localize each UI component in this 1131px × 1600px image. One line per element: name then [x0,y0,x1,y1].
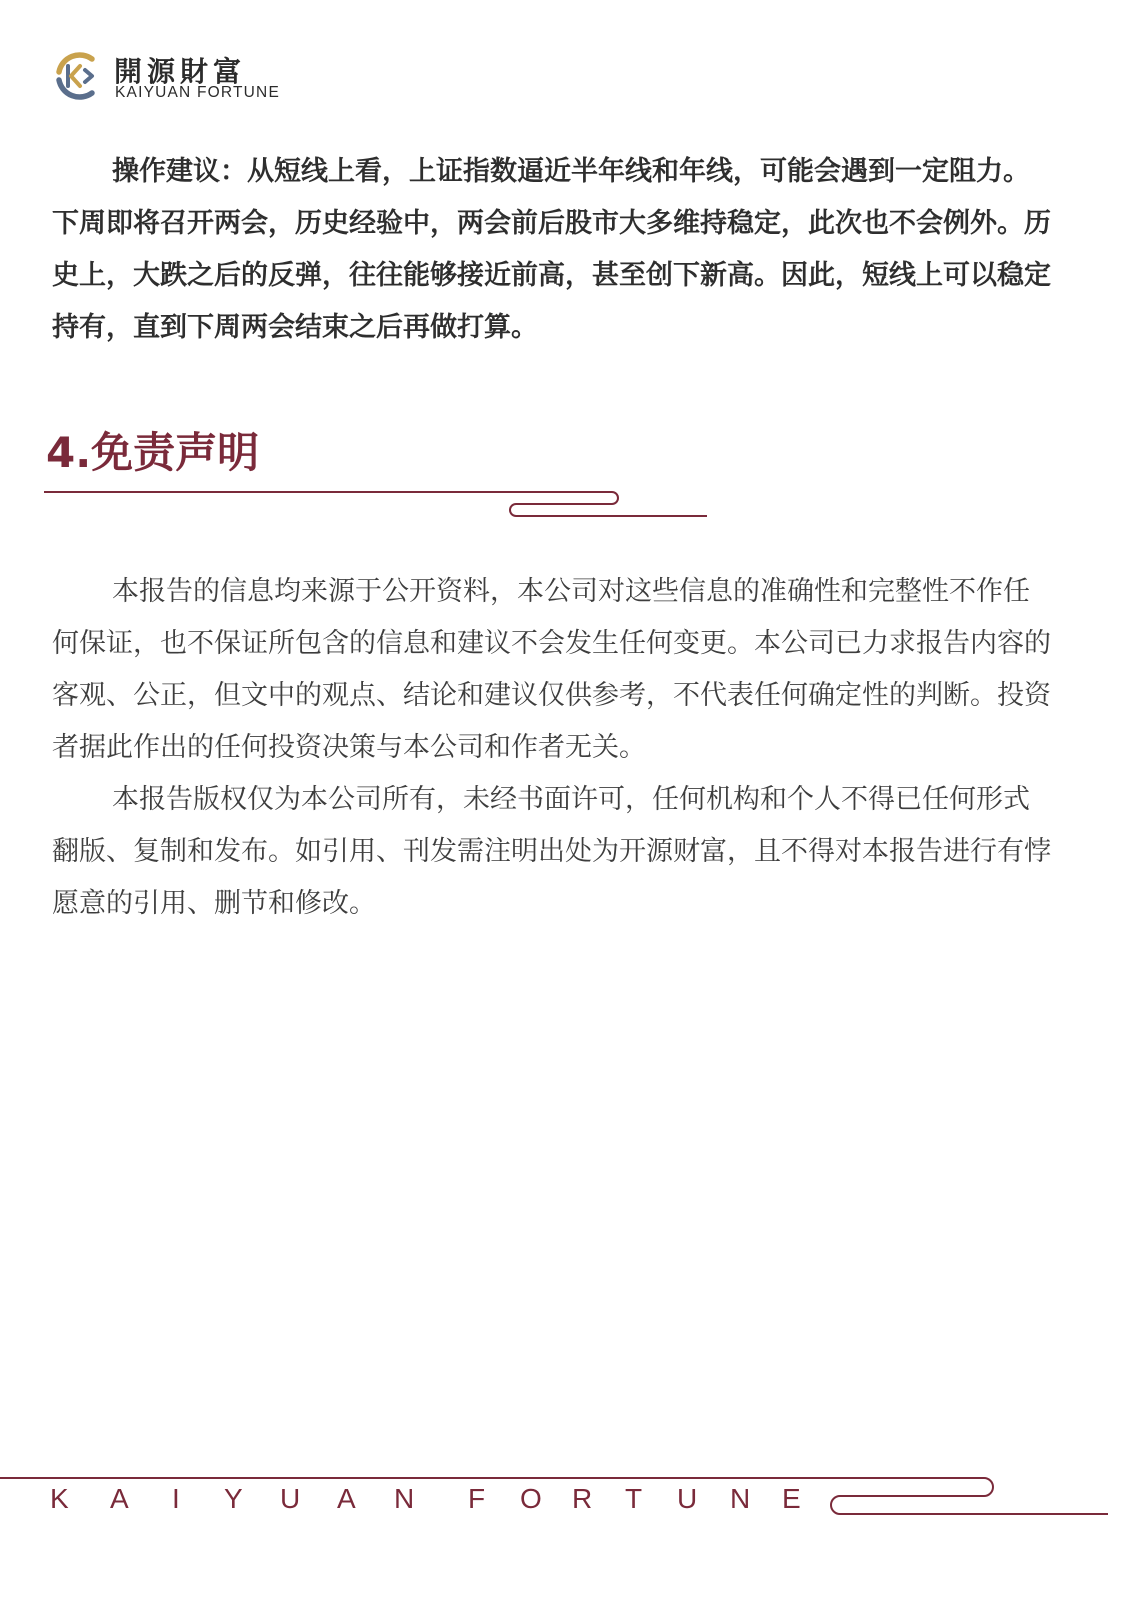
footer-letter: A [337,1483,356,1514]
footer-letter: N [394,1483,415,1514]
disclaimer-body [52,566,1052,930]
section-divider [0,484,720,524]
footer-letter: R [572,1483,593,1514]
disclaimer-paragraph: 本报告的信息均来源于公开资料，本公司对这些信息的准确性和完整性不作任何保证，也不保证所包含的信息和建议不会发生任何变更。本公司已力求报告内容的客观、公正，但文中的观点、结论和建议仅供参考，不代表任何确定性的判断。投资者据此作出的任何投资决策与本公司和作者无关。 [52,576,1051,763]
footer-letter: I [172,1483,180,1514]
footer-letter: O [520,1483,542,1514]
footer-letter: Y [224,1483,243,1514]
footer-letter: F [468,1483,486,1514]
footer-letter: A [110,1483,129,1514]
footer-letter: K [50,1483,69,1514]
footer-letter: E [782,1483,801,1514]
footer-letter: U [677,1483,698,1514]
operation-advice-paragraph: 操作建议：从短线上看，上证指数逼近半年线和年线，可能会遇到一定阻力。下周即将召开两会，历史经验中，两会前后股市大多维持稳定，此次也不会例外。历史上，大跌之后的反弹，往往能够接近前高，甚至创下新高。因此，短线上可以稳定持有，直到下周两会结束之后再做打算。 [52,156,1051,343]
section-title-disclaimer: 4.免责声明 [46,428,260,477]
logo-chinese-name: 開源財富 [114,55,247,88]
footer-letter: N [730,1483,751,1514]
kaiyuan-ky-logo-icon [52,50,104,102]
copyright-paragraph: 本报告版权仅为本公司所有，未经书面许可，任何机构和个人不得已任何形式翻版、复制和发布。如引用、刊发需注明出处为开源财富，且不得对本报告进行有悖愿意的引用、删节和修改。 [52,784,1051,919]
footer-divider [0,1470,1131,1520]
operation-advice-block [52,146,1052,354]
footer-letter: U [280,1483,301,1514]
footer-letter: T [625,1483,643,1514]
logo-english-name: KAIYUAN FORTUNE [115,84,280,101]
